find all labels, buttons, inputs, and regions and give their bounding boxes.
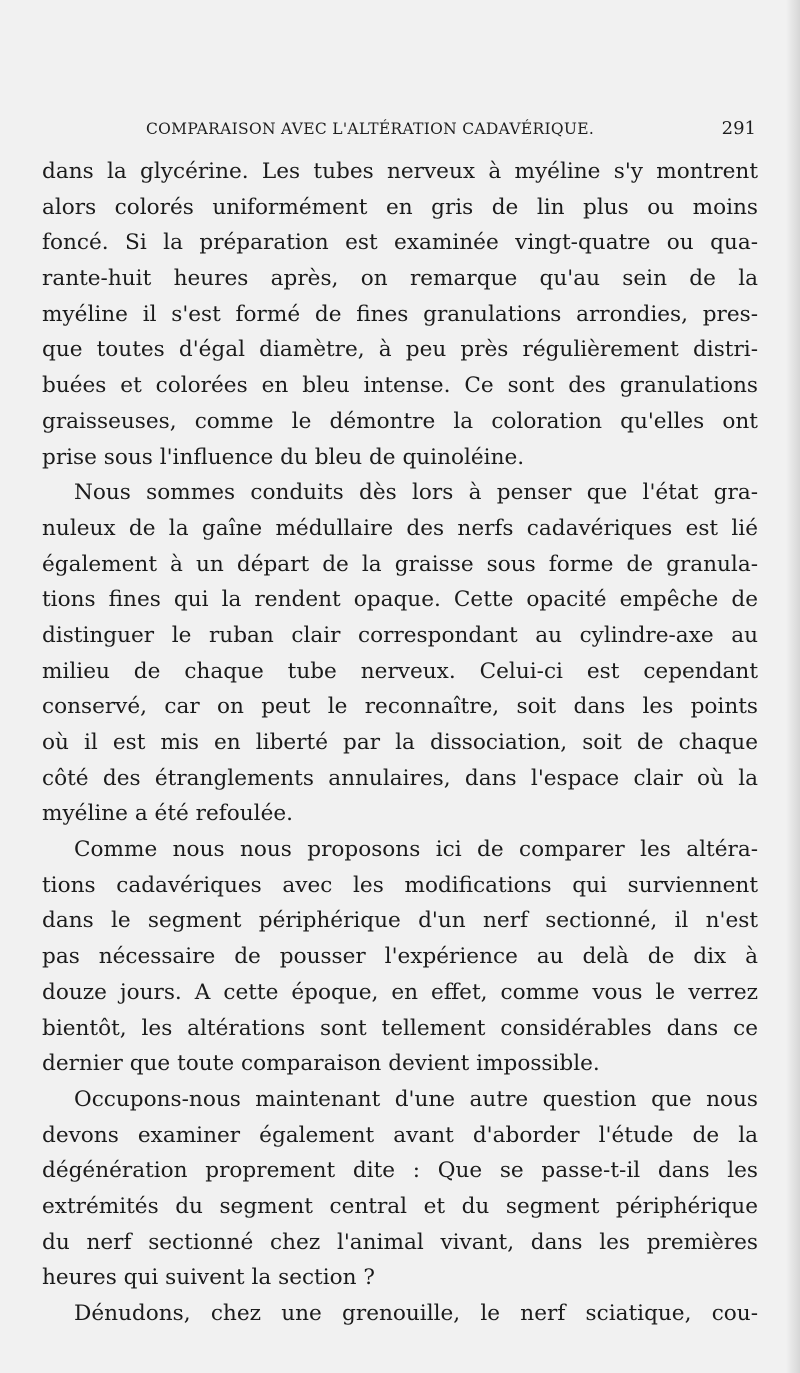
paragraph-end-line: myéline a été refoulée. [42, 801, 293, 827]
text-line: dans le segment périphérique d'un nerf sectionné, il n'est [42, 908, 758, 934]
text-line: devons examiner également avant d'aborder l'étude de la [42, 1122, 758, 1148]
paragraph-start-line: Comme nous nous proposons ici de comparer les altéra- [74, 837, 758, 863]
text-line: buées et colorées en bleu intense. Ce sont des granulations [42, 373, 758, 399]
text-line: tions fines qui la rendent opaque. Cette opacité empêche de [42, 587, 758, 613]
text-line: côté des étranglements annulaires, dans l'espace clair où la [42, 765, 758, 791]
text-line: également à un départ de la graisse sous forme de granula- [42, 551, 758, 577]
paragraph-start-line: Dénudons, chez une grenouille, le nerf sciatique, cou- [74, 1301, 758, 1326]
text-line: tions cadavériques avec les modifications qui surviennent [42, 872, 758, 898]
text-line: alors colorés uniformément en gris de lin plus ou moins [42, 194, 758, 220]
paragraph-start-line: Nous sommes conduits dès lors à penser que l'état gra- [74, 480, 758, 506]
paragraph-end-line: dernier que toute comparaison devient impossible. [42, 1051, 600, 1077]
page-number: 291 [721, 118, 756, 139]
text-line: douze jours. A cette époque, en effet, comme vous le verrez [42, 979, 758, 1005]
text-line: myéline il s'est formé de fines granulations arrondies, pres- [42, 301, 758, 327]
page-edge-shadow [786, 0, 800, 1373]
text-line: que toutes d'égal diamètre, à peu près régulièrement distri- [42, 337, 758, 363]
text-line: pas nécessaire de pousser l'expérience au delà de dix à [42, 944, 758, 970]
text-line: conservé, car on peut le reconnaître, soit dans les points [42, 694, 758, 720]
text-line: dans la glycérine. Les tubes nerveux à myéline s'y montrent [42, 159, 758, 184]
text-line: où il est mis en liberté par la dissociation, soit de chaque [42, 730, 758, 755]
paragraph-end-line: heures qui suivent la section ? [42, 1265, 375, 1291]
text-line: distinguer le ruban clair correspondant au cylindre-axe au [42, 622, 758, 648]
paragraph-end-line: prise sous l'influence du bleu de quinoléine. [42, 444, 525, 470]
text-line: bientôt, les altérations sont tellement considérables dans ce [42, 1015, 758, 1041]
text-line: nuleux de la gaîne médullaire des nerfs cadavériques est lié [42, 515, 758, 541]
running-header [42, 118, 756, 148]
text-line: dégénération proprement dite : Que se passe-t-il dans les [42, 1158, 758, 1184]
text-line: milieu de chaque tube nerveux. Celui-ci est cependant [42, 658, 758, 684]
text-line: extrémités du segment central et du segment périphérique [42, 1193, 758, 1219]
text-line: du nerf sectionné chez l'animal vivant, dans les premières [42, 1229, 758, 1255]
running-title: COMPARAISON AVEC L'ALTÉRATION CADAVÉRIQUE. [146, 120, 595, 138]
text-line: rante-huit heures après, on remarque qu'au sein de la [42, 266, 758, 292]
body-text [42, 154, 758, 1332]
text-line: foncé. Si la préparation est examinée vingt-quatre ou qua- [42, 230, 758, 256]
text-line: graisseuses, comme le démontre la coloration qu'elles ont [42, 408, 758, 434]
paragraph-start-line: Occupons-nous maintenant d'une autre question que nous [74, 1086, 758, 1112]
